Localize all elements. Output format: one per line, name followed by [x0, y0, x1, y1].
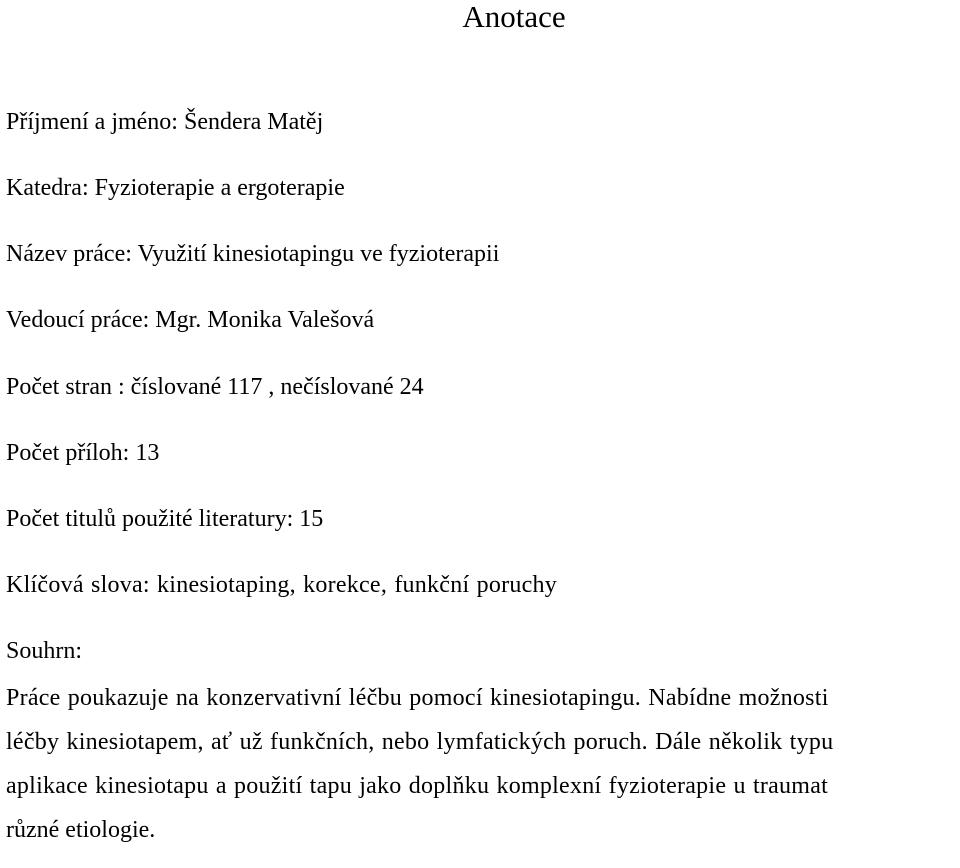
- document-title: Anotace: [462, 0, 566, 34]
- work-title-line: Název práce: Využití kinesiotapingu ve fyzioterapii: [6, 241, 500, 267]
- keywords-line: Klíčová slova: kinesiotaping, korekce, funkční poruchy: [6, 572, 558, 598]
- appendices-line: Počet příloh: 13: [6, 440, 160, 466]
- supervisor-line: Vedoucí práce: Mgr. Monika Valešová: [6, 307, 375, 333]
- pages-line: Počet stran : číslované 117 , nečíslované 24: [6, 374, 424, 400]
- summary-label: Souhrn:: [6, 638, 83, 664]
- literature-line: Počet titulů použité literatury: 15: [6, 506, 324, 532]
- author-line: Příjmení a jméno: Šendera Matěj: [6, 109, 324, 135]
- summary-line: léčby kinesiotapem, ať už funkčních, nebo lymfatických poruch. Dále několik typu: [6, 729, 834, 755]
- summary-line: aplikace kinesiotapu a použití tapu jako doplňku komplexní fyzioterapie u traumat: [6, 773, 829, 799]
- summary-line: různé etiologie.: [6, 817, 156, 843]
- department-line: Katedra: Fyzioterapie a ergoterapie: [6, 175, 345, 201]
- summary-line: Práce poukazuje na konzervativní léčbu pomocí kinesiotapingu. Nabídne možnosti: [6, 685, 829, 711]
- summary-paragraph: [6, 684, 956, 860]
